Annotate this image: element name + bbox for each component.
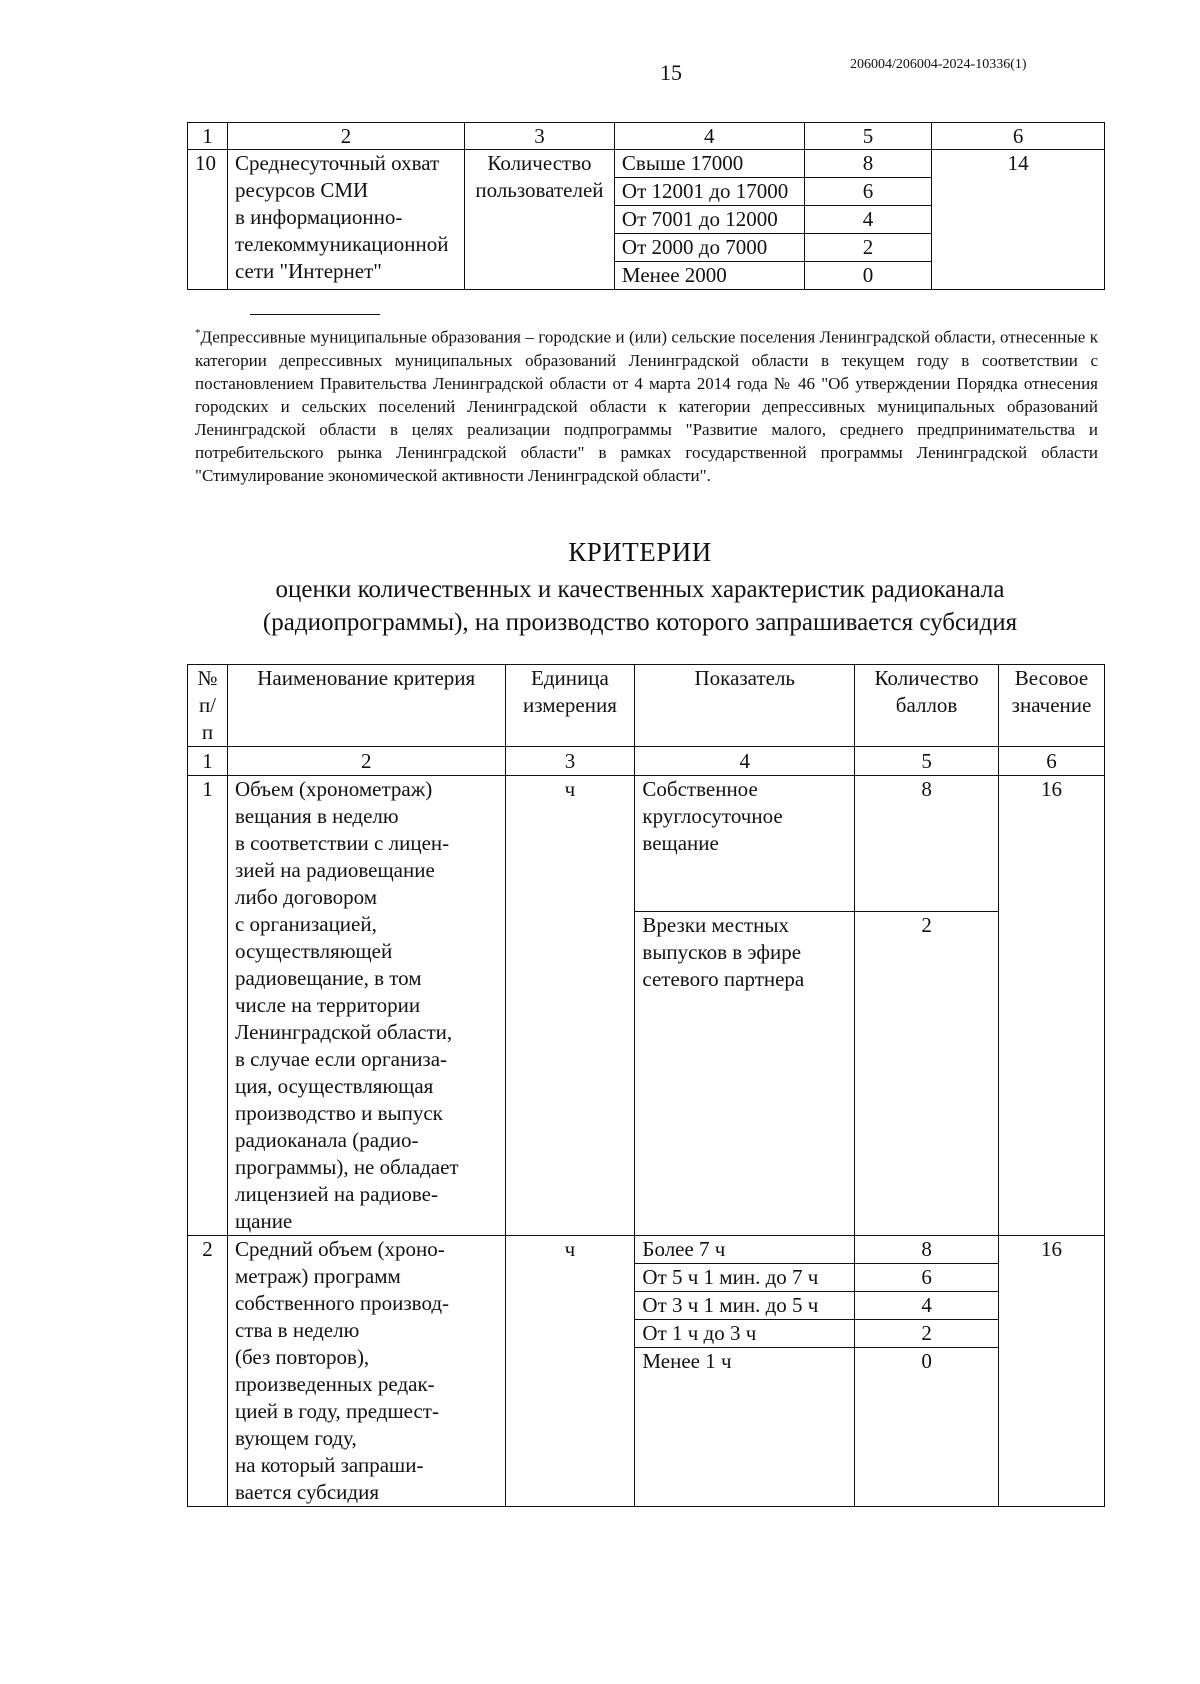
col-number: 6 (999, 747, 1105, 776)
criterion-name-line: зией на радиовещание (234, 858, 435, 882)
col-number: 1 (188, 123, 228, 150)
criterion-name-line: радиоканала (радио- (234, 1128, 419, 1152)
column-number-row (188, 747, 1105, 776)
header-points (855, 665, 999, 747)
section-title: КРИТЕРИИ (568, 537, 712, 567)
criterion-name-line: вующем году, (234, 1426, 357, 1450)
col-number: 3 (464, 123, 614, 150)
points-cell (855, 1236, 999, 1507)
criterion-name-line: программы), не обладает (234, 1155, 459, 1179)
indicator-cell: От 12001 до 17000 (614, 178, 804, 206)
col-number: 4 (614, 123, 804, 150)
criterion-name-line: производство и выпуск (234, 1101, 443, 1125)
criterion-name-line: радиовещание, в том (234, 966, 422, 990)
points-value: 2 (855, 911, 998, 939)
indicator-line: круглосуточное (642, 804, 783, 828)
section-subtitle-line: (радиопрограммы), на производство которого запрашивается субсидия (262, 609, 1018, 636)
criterion-name-line: собственного производ- (234, 1291, 450, 1315)
points-value: 8 (921, 777, 932, 801)
points-cell: 8 (804, 150, 932, 178)
indicator-block (635, 776, 854, 911)
header-line: баллов (895, 693, 958, 717)
indicator-line: сетевого партнера (642, 967, 805, 991)
footnote-separator (250, 314, 380, 315)
indicator-block: Более 7 ч (642, 1237, 726, 1261)
indicator-block: От 1 ч до 3 ч (635, 1319, 854, 1347)
criterion-name-line: в информационно- (234, 205, 403, 229)
points-value: 0 (855, 1347, 998, 1375)
criterion-name (227, 150, 464, 290)
col-number: 5 (804, 123, 932, 150)
criterion-name-line: метраж) программ (234, 1264, 401, 1288)
criterion-name-line: ция, осуществляющая (234, 1074, 434, 1098)
points-cell: 4 (804, 206, 932, 234)
points-value: 4 (855, 1291, 998, 1319)
criterion-name-line: щание (234, 1209, 293, 1233)
col-number: 1 (188, 747, 228, 776)
col-number: 6 (932, 123, 1105, 150)
criterion-name-line: на который запраши- (234, 1453, 424, 1477)
points-cell: 6 (804, 178, 932, 206)
points-cell (855, 776, 999, 1236)
row-number: 1 (188, 776, 228, 1236)
table-row (188, 1236, 1105, 1507)
criterion-name-line: (без повторов), (234, 1345, 370, 1369)
header-line: № (197, 666, 218, 690)
indicator-block (635, 911, 854, 993)
points-cell: 2 (804, 234, 932, 262)
row-number: 10 (188, 150, 228, 290)
header-line: значение (1011, 693, 1092, 717)
criterion-name-line: Ленинградской области, (234, 1020, 453, 1044)
col-number: 3 (505, 747, 635, 776)
header-indicator: Показатель (635, 665, 855, 747)
indicator-line: Собственное (642, 777, 758, 801)
table-row (188, 150, 1105, 178)
criterion-name-line: в соответствии с лицен- (234, 831, 450, 855)
criterion-name-line: произведенных редак- (234, 1372, 435, 1396)
table-header-row (188, 665, 1105, 747)
criterion-name-line: Среднесуточный охват (234, 151, 440, 175)
indicator-cell (635, 1236, 855, 1507)
table-row (188, 776, 1105, 1236)
criterion-name (227, 776, 505, 1236)
header-line: Количество (874, 666, 979, 690)
col-number: 2 (227, 747, 505, 776)
weight-cell: 16 (999, 1236, 1105, 1507)
indicator-block: От 5 ч 1 мин. до 7 ч (635, 1263, 854, 1291)
unit-line: пользователей (475, 178, 604, 202)
indicator-block: Менее 1 ч (635, 1347, 854, 1375)
criterion-name-line: телекоммуникационной (234, 232, 449, 256)
header-line: измерения (523, 693, 617, 717)
criterion-name-line: цией в году, предшест- (234, 1399, 439, 1423)
unit-cell: ч (505, 776, 635, 1236)
indicator-line: вещание (642, 831, 719, 855)
page-number: 15 (660, 60, 682, 85)
header-line: п/п (198, 693, 217, 744)
criterion-name-line: лицензией на радиове- (234, 1182, 438, 1206)
indicator-cell (635, 776, 855, 1236)
criterion-name-line: вается субсидия (234, 1480, 380, 1504)
points-value: 8 (921, 1237, 932, 1261)
header-line: Весовое (1014, 666, 1089, 690)
footnote (195, 322, 1098, 487)
criterion-name-line: осуществляющей (234, 939, 393, 963)
unit-line: Количество (487, 151, 592, 175)
criterion-name-line: в случае если организа- (234, 1047, 448, 1071)
points-value: 6 (855, 1263, 998, 1291)
criterion-name (227, 1236, 505, 1507)
section-subtitle-line: оценки количественных и качественных характеристик радиоканала (275, 576, 1005, 603)
col-number: 5 (855, 747, 999, 776)
indicator-cell: Свыше 17000 (614, 150, 804, 178)
criterion-name-line: Средний объем (хроно- (234, 1237, 445, 1261)
col-number: 4 (635, 747, 855, 776)
weight-cell: 14 (932, 150, 1105, 290)
footnote-text: Депрессивные муниципальные образования – городские и (или) сельские поселения Ленинградской области, отнесенные к категории депрессивных муниципальных образований Ленинградской области в текущем году в соответствии с постановлением Правительства Ленинградской области от 4 марта 2014 года № 46 "Об утверждении Порядка отнесения городских и сельских поселений Ленинградской области к категории депрессивных муниципальных образований Ленинградской области в целях реализации подпрограммы "Развитие малого, среднего предпринимательства и потребительского рынка Ленинградской области" в рамках государственной программы Ленинградской области "Стимулирование экономической активности Ленинградской области". (195, 327, 1098, 485)
indicator-cell: От 7001 до 12000 (614, 206, 804, 234)
header-weight (999, 665, 1105, 747)
footnote-marker: * (195, 327, 201, 339)
indicator-cell: Менее 2000 (614, 262, 804, 290)
indicator-line: Врезки местных (642, 913, 789, 937)
criterion-name-line: числе на территории (234, 993, 421, 1017)
criterion-name-line: либо договором (234, 885, 378, 909)
criterion-name-line: с организацией, (234, 912, 377, 936)
criterion-name-line: ства в неделю (234, 1318, 360, 1342)
weight-cell: 16 (999, 776, 1105, 1236)
unit-cell: ч (505, 1236, 635, 1507)
indicator-cell: От 2000 до 7000 (614, 234, 804, 262)
indicator-block: От 3 ч 1 мин. до 5 ч (635, 1291, 854, 1319)
points-value: 2 (855, 1319, 998, 1347)
document-id: 206004/206004-2024-10336(1) (850, 57, 1027, 72)
header-unit (505, 665, 635, 747)
header-line: Единица (531, 666, 609, 690)
criterion-name-line: Объем (хронометраж) (234, 777, 433, 801)
table-header-row (188, 123, 1105, 150)
criterion-name-line: вещания в неделю (234, 804, 399, 828)
header-name: Наименование критерия (227, 665, 505, 747)
header-num (188, 665, 228, 747)
top-criteria-table (187, 122, 1105, 290)
row-number: 2 (188, 1236, 228, 1507)
unit-cell (464, 150, 614, 290)
criteria-table (187, 664, 1105, 1507)
criterion-name-line: ресурсов СМИ (234, 178, 369, 202)
points-cell: 0 (804, 262, 932, 290)
col-number: 2 (227, 123, 464, 150)
indicator-line: выпусков в эфире (642, 940, 802, 964)
criterion-name-line: сети "Интернет" (234, 259, 382, 283)
